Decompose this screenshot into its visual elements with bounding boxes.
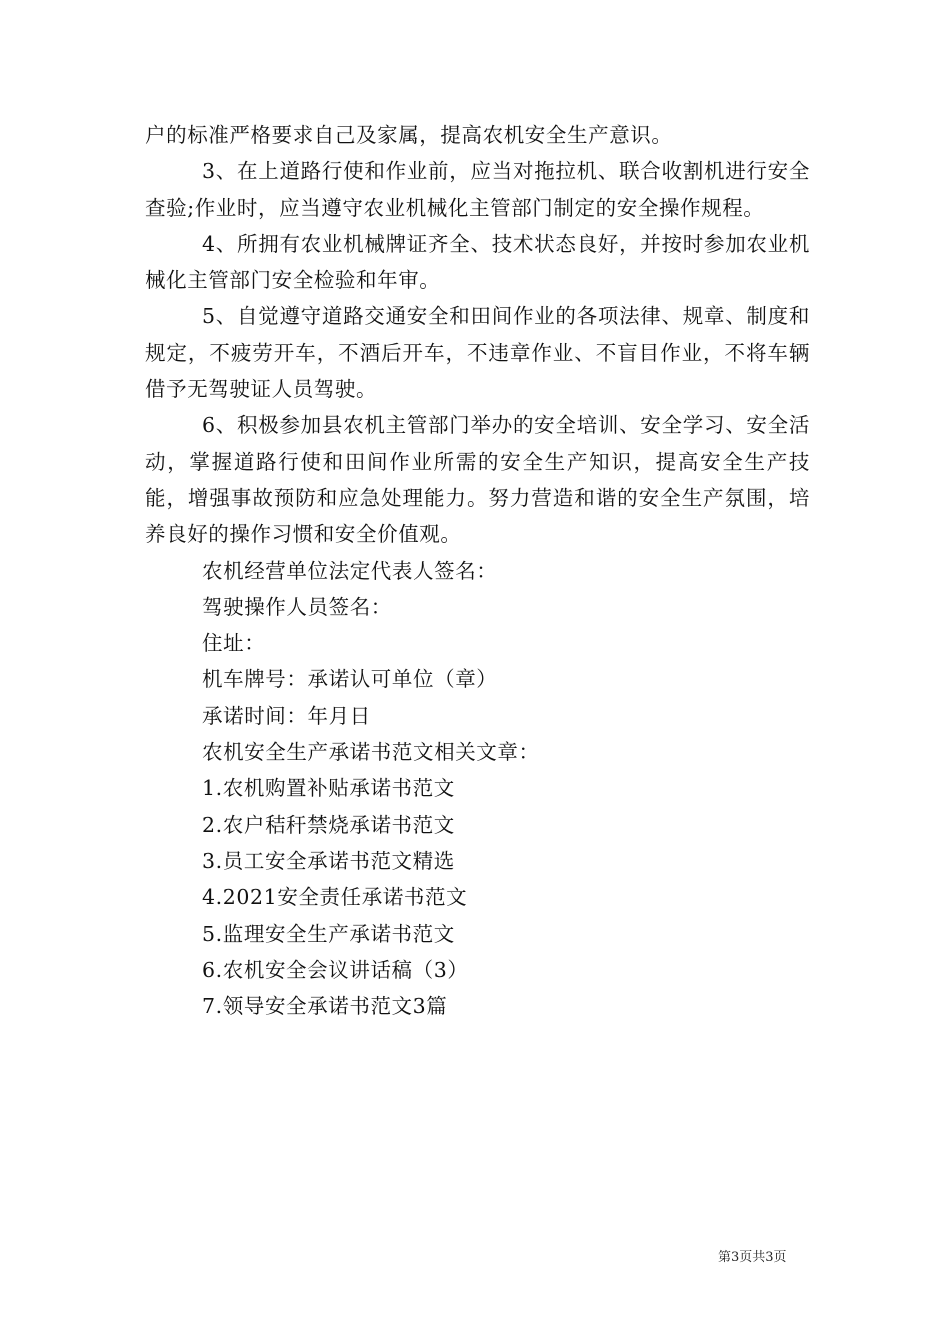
related-article-link[interactable]: 5.监理安全生产承诺书范文: [202, 921, 455, 946]
page-number: 第3页共3页: [718, 1250, 787, 1265]
date-label: 承诺时间：年月日: [202, 703, 371, 728]
related-article-link[interactable]: 6.农机安全会议讲话稿（3）: [202, 957, 469, 982]
paragraph-item-4: 4、所拥有农业机械牌证齐全、技术状态良好，并按时参加农业机械化主管部门安全检验和年审。: [145, 231, 810, 293]
related-article-link[interactable]: 4.2021安全责任承诺书范文: [202, 885, 468, 910]
paragraph-item-5: 5、自觉遵守道路交通安全和田间作业的各项法律、规章、制度和规定，不疲劳开车，不酒后开车，不违章作业、不盲目作业，不将车辆借予无驾驶证人员驾驶。: [145, 304, 810, 402]
document-body: [145, 117, 810, 1024]
plate-label: 机车牌号：承诺认可单位（章）: [202, 667, 498, 692]
related-articles-heading: 农机安全生产承诺书范文相关文章：: [202, 740, 540, 765]
related-article-link[interactable]: 1.农机购置补贴承诺书范文: [202, 776, 455, 801]
related-article-link[interactable]: 2.农户秸秆禁烧承诺书范文: [202, 812, 455, 837]
related-article-link[interactable]: 7.领导安全承诺书范文3篇: [202, 994, 448, 1019]
legal-rep-signature-label: 农机经营单位法定代表人签名：: [202, 558, 498, 583]
related-article-link[interactable]: 3.员工安全承诺书范文精选: [202, 848, 455, 873]
operator-signature-label: 驾驶操作人员签名：: [202, 594, 392, 619]
paragraph-item-3: 3、在上道路行使和作业前，应当对拖拉机、联合收割机进行安全查验;作业时，应当遵守农业机械化主管部门制定的安全操作规程。: [145, 159, 810, 220]
paragraph-continuation: 户的标准严格要求自己及家属，提高农机安全生产意识。: [145, 123, 673, 147]
paragraph-item-6: 6、积极参加县农机主管部门举办的安全培训、安全学习、安全活动，掌握道路行使和田间作业所需的安全生产知识，提高安全生产技能，增强事故预防和应急处理能力。努力营造和谐的安全生产氛围，培养良好的操作习惯和安全价值观。: [145, 413, 810, 547]
address-label: 住址：: [202, 631, 266, 656]
